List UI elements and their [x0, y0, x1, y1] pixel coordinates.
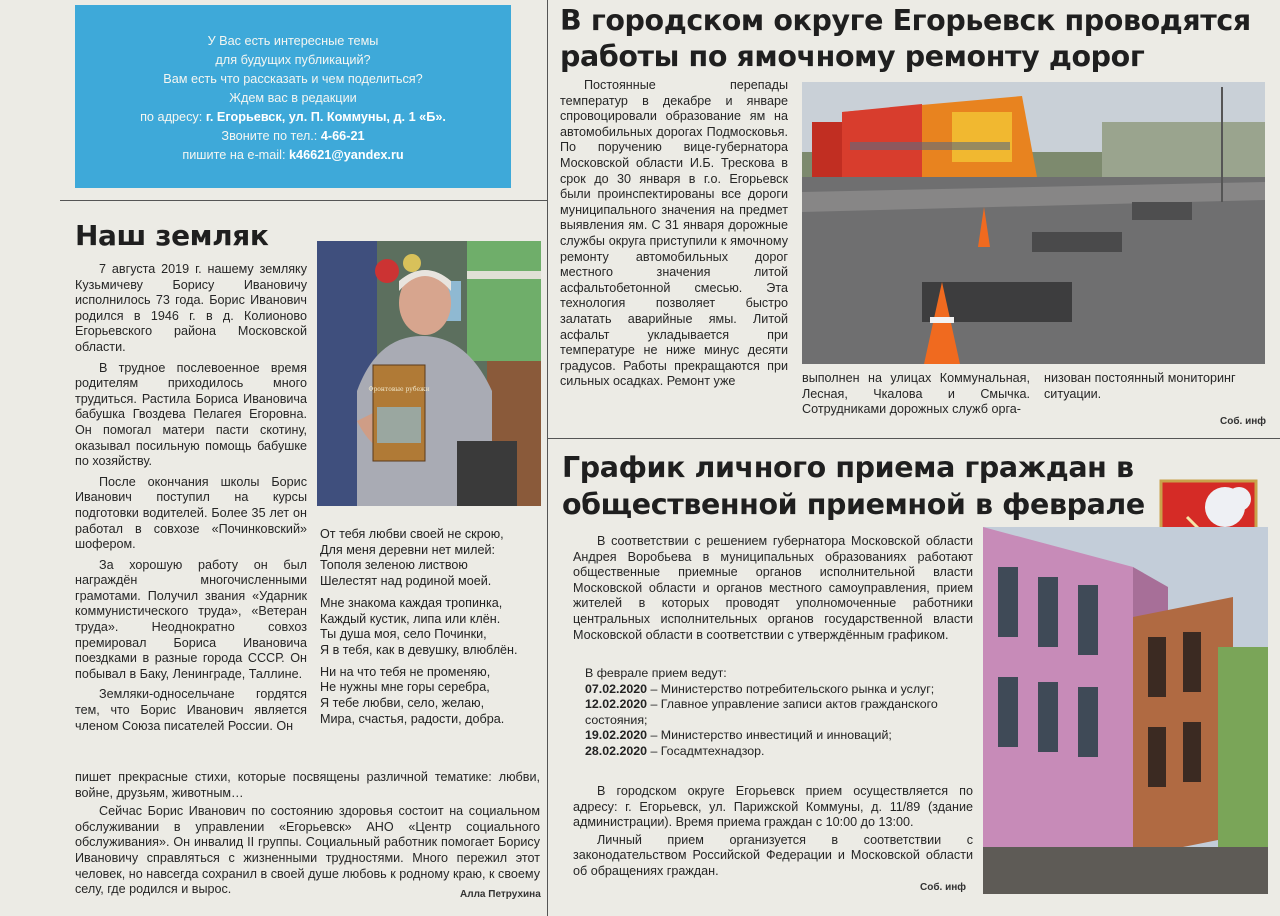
info-email: пишите на e-mail: k46621@yandex.ru — [182, 148, 404, 162]
roads-column-3: низован постоянный мониторинг ситуации. — [1044, 371, 1236, 401]
section-divider — [60, 200, 547, 201]
schedule-intro: В соответствии с решением губернатора Московской области Андрея Воробьева в муниципальных образованиях работают общественные приемные органов исполнительной власти Московской области и органов местного самоуправления, прием жителей в которых проводят уполномоченные работники центральных исполнительных органов государственной власти Московской области в соответствии с утверждённым графиком. — [573, 534, 973, 642]
info-address: по адресу: г. Егорьевск, ул. П. Коммуны, д. 1 «Б». — [140, 110, 446, 124]
schedule-paragraphs — [573, 784, 973, 880]
schedule-date: 12.02.2020 — [585, 697, 648, 711]
administration-building-photo — [983, 527, 1268, 894]
poem-stanza — [320, 527, 542, 590]
schedule-date: 19.02.2020 — [585, 728, 648, 742]
poem-line: Тополя зеленою листвою — [320, 558, 468, 573]
schedule-date: 07.02.2020 — [585, 681, 648, 696]
schedule-entry: 28.02.2020 – Госадмтехнадзор. — [585, 743, 765, 758]
column-divider — [547, 0, 548, 916]
poem-line: Я в тебя, как в девушку, влюблён. — [320, 642, 518, 657]
paragraph: пишет прекрасные стихи, которые посвящены различной тематике: любви, войне, друзьям, животным… — [75, 770, 540, 800]
zemlyak-narrow-column — [75, 262, 307, 734]
paragraph: В городском округе Егорьевск прием осуществляется по адресу: г. Егорьевск, ул. Парижской Коммуны, д. 11/89 (здание администрации). Время приема граждан с 10:00 до 13:00. — [573, 784, 973, 830]
poem-line: Ни на что тебя не променяю, — [320, 664, 491, 679]
schedule-entry: 12.02.2020 – Главное управление записи актов гражданского состояния; — [585, 697, 938, 727]
poem — [320, 527, 542, 733]
poem-line: От тебя любви своей не скрою, — [320, 527, 504, 541]
info-line: Вам есть что рассказать и чем поделиться? — [163, 72, 423, 86]
schedule-lead: В феврале прием ведут: — [585, 666, 727, 680]
roads-column-1: Постоянные перепады температур в декабре и январе спровоцировали образование ям на автомобильных дорогах Подмосковья. По поручению вице-губернатора Московской области И.Б. Трескова в срок до 30 января в г.о. Егорьевск были проинспектированы все дороги муниципального значения на предмет выявления ям. С 31 января дорожные службы округа приступили к ямочному ремонту автомобильных дорог местного значения литой асфальтобетонной смесью. Эта технология позволяет быстро залатать аварийные ямы. Литой асфальт укладывается при температуре не ниже минус десяти градусов. Работы прекращаются при сильных осадках. Ремонт уже — [560, 78, 788, 389]
paragraph: Земляки-односельчане гордятся тем, что Борис Иванович является членом Союза писателей России. Он — [75, 687, 307, 733]
poem-line: Каждый кустик, липа или клён. — [320, 611, 501, 626]
schedule-entry: 19.02.2020 – Министерство инвестиций и инноваций; — [585, 728, 892, 742]
schedule-title-line: общественной приемной в феврале — [562, 488, 1145, 521]
zemlyak-title: Наш земляк — [75, 219, 269, 252]
roads-title-line: В городском округе Егорьевск проводятся — [560, 4, 1251, 37]
paragraph: Личный прием организуется в соответствии с законодательством Российской Федерации и Московской области об обращениях граждан. — [573, 832, 973, 878]
info-line: Ждем вас в редакции — [229, 91, 357, 105]
zemlyak-wide-column — [75, 770, 540, 898]
portrait-photo — [317, 241, 541, 506]
poem-line: Мне знакома каждая тропинка, — [320, 595, 503, 610]
poem-line: Я тебе любви, село, желаю, — [320, 696, 485, 711]
schedule-date: 28.02.2020 — [585, 743, 648, 758]
roads-title-line: работы по ямочному ремонту дорог — [560, 40, 1145, 73]
book-title: Фронтовые рубежи — [368, 386, 430, 393]
email-value[interactable]: k46621@yandex.ru — [289, 148, 404, 162]
phone-value: 4-66-21 — [320, 129, 365, 143]
roads-signature: Соб. инф — [1220, 416, 1267, 427]
author-signature: Алла Петрухина — [460, 889, 541, 900]
schedule-signature: Соб. инф — [920, 882, 967, 893]
info-line: У Вас есть интересные темы — [207, 34, 379, 48]
poem-stanza — [320, 665, 542, 728]
poem-line: Не нужны мне горы серебра, — [320, 680, 490, 695]
paragraph: За хорошую работу он был награждён многочисленными грамотами. Получил звания «Ударник коммунистического труда», «Ветеран труда». Неоднократно совхоз премировал Бориса Ивановича поездками в разные города СССР. Он побывал в Баку, Ленинграде, Таллине. — [75, 557, 307, 681]
info-phone: Звоните по тел.: 4-66-21 — [221, 129, 365, 143]
paragraph: 7 августа 2019 г. нашему земляку Кузьмичеву Борису Ивановичу исполнилось 73 года. Борис Иванович родился в 1946 г. в д. Колионово Егорьевского района Московской области. — [75, 262, 307, 354]
poem-stanza — [320, 596, 542, 659]
paragraph: В трудное послевоенное время родителям приходилось много трудиться. Растила Бориса Ивановича бабушка Гвоздева Пелагея Егоровна. Он помогал матери пасти скотину, оказывал посильную помощь бабушке по хозяйству. — [75, 360, 307, 469]
poem-line: Ты душа моя, село Починки, — [320, 627, 487, 642]
schedule-entry: 07.02.2020 – Министерство потребительского рынка и услуг; — [585, 681, 935, 696]
editorial-info-box — [75, 5, 511, 188]
address-value: г. Егорьевск, ул. П. Коммуны, д. 1 «Б». — [205, 110, 446, 124]
schedule-title-line: График личного приема граждан в — [562, 451, 1134, 484]
poem-line: Шелестят над родиной моей. — [320, 574, 492, 589]
poem-line: Мира, счастья, радости, добра. — [320, 711, 505, 726]
paragraph: Сейчас Борис Иванович по состоянию здоровья состоит на социальном обслуживании в управлении «Егорьевск» АНО «Центр социального обслуживания». Он инвалид II группы. Социальный работник помогает Борису Ивановичу справляться с жизненными трудностями. Много пережил этот человек, но навсегда сохранил в своей душе любовь к родному краю, к своему селу, где родился и вырос. — [75, 804, 540, 897]
roads-column-2: выполнен на улицах Коммунальная, Лесная, Чкалова и Смычка. Сотрудниками дорожных служб орга- — [802, 371, 1030, 417]
poem-line: Для меня деревни нет милей: — [320, 542, 496, 557]
roads-title — [560, 3, 1272, 75]
schedule-list — [573, 666, 973, 759]
info-line: для будущих публикаций? — [215, 53, 371, 67]
road-repair-photo — [802, 82, 1265, 364]
schedule-title — [562, 449, 1162, 523]
section-divider — [548, 438, 1280, 439]
paragraph: После окончания школы Борис Иванович поступил на курсы подготовки водителей. Более 35 лет он работал в совхозе «Починковский» шофером. — [75, 474, 307, 552]
